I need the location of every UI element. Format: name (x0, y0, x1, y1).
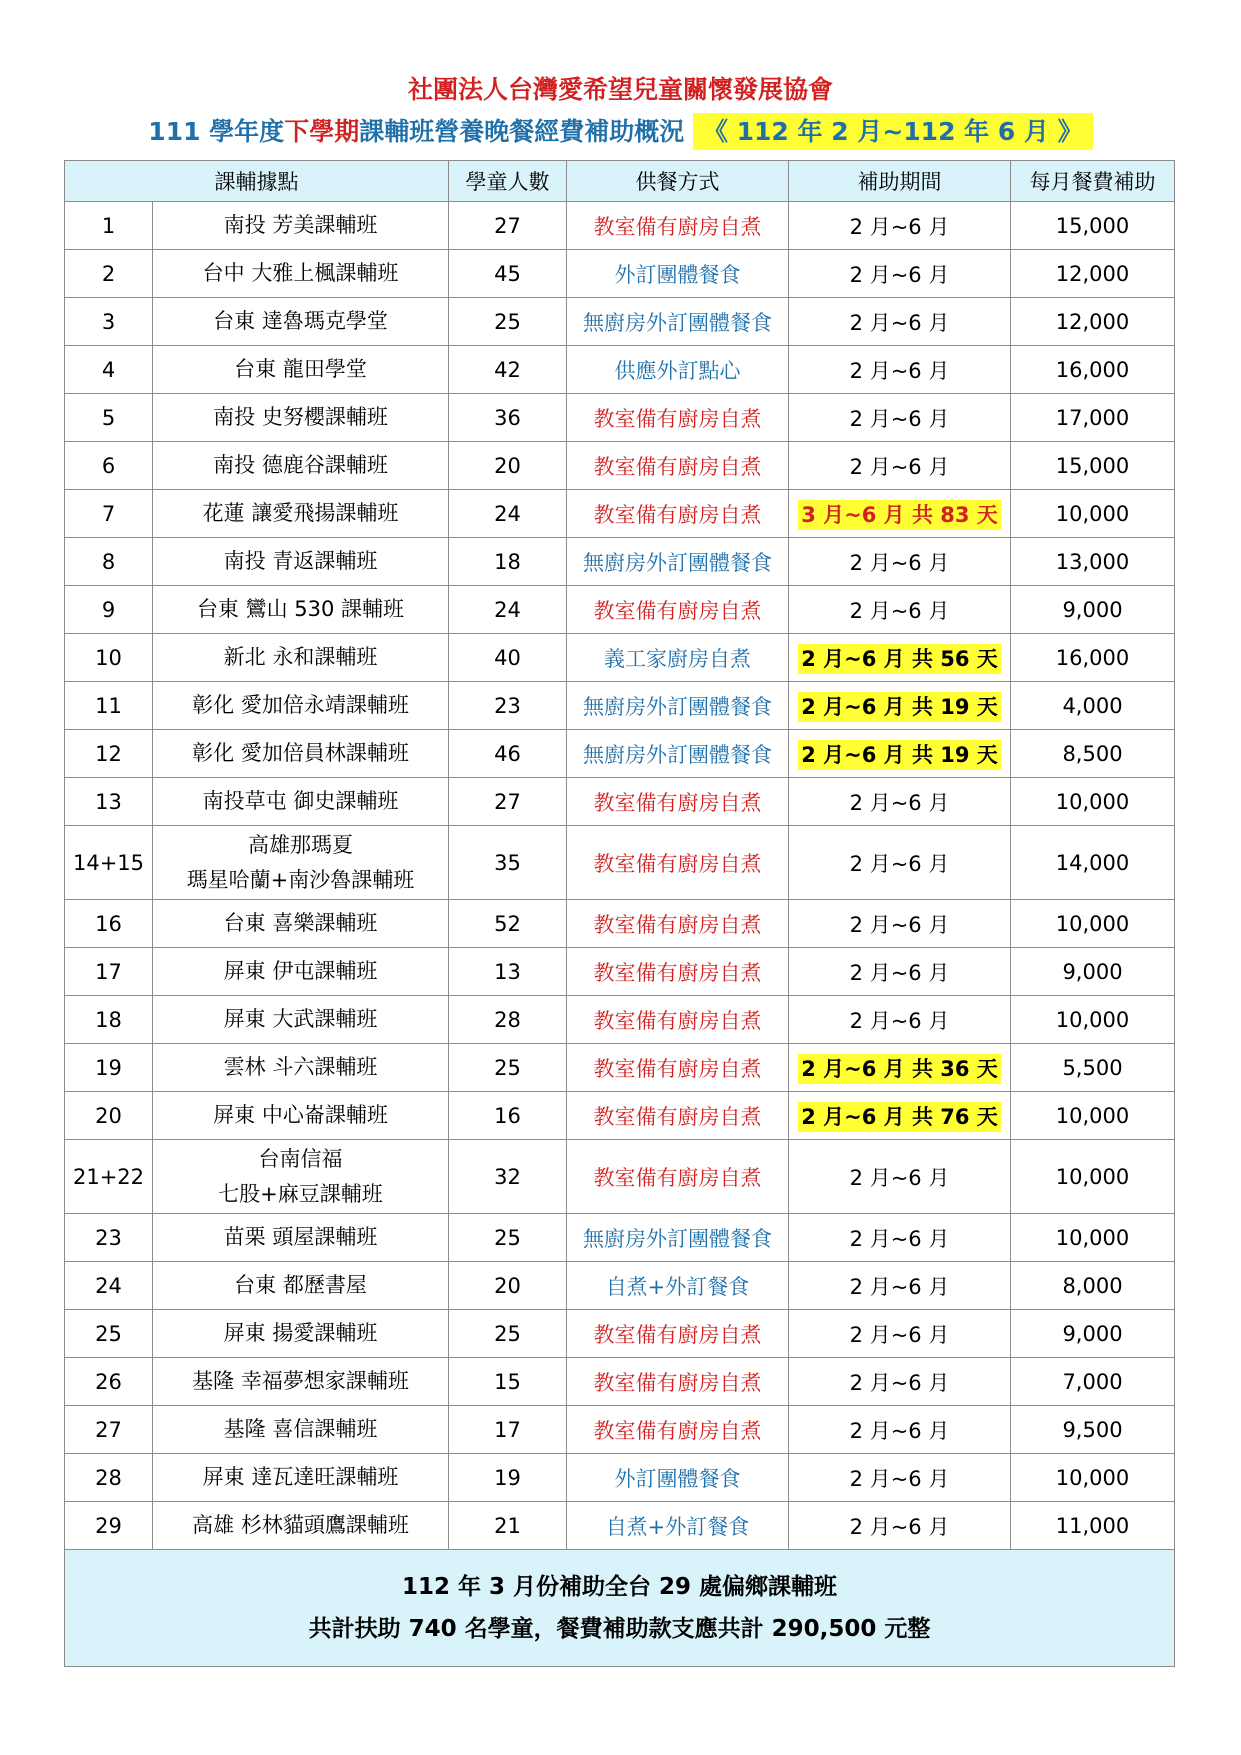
row-period (789, 394, 1011, 442)
row-students: 20 (449, 1262, 567, 1310)
row-monthly-subsidy: 10,000 (1011, 1454, 1175, 1502)
row-students: 25 (449, 298, 567, 346)
row-location-line: 屏東 中心崙課輔班 (213, 1103, 388, 1127)
row-number: 29 (65, 1502, 153, 1550)
table-row (65, 1454, 1175, 1502)
row-monthly-subsidy: 9,000 (1011, 1310, 1175, 1358)
row-monthly-subsidy: 9,000 (1011, 948, 1175, 996)
row-location-line: 彰化 愛加倍員林課輔班 (192, 741, 409, 765)
row-period (789, 826, 1011, 900)
row-period (789, 1502, 1011, 1550)
row-location-line: 屏東 達瓦達旺課輔班 (202, 1465, 399, 1489)
row-number: 6 (65, 442, 153, 490)
row-meal-method: 無廚房外訂團體餐食 (567, 538, 789, 586)
row-period (789, 1044, 1011, 1092)
row-period (789, 298, 1011, 346)
header-monthly-subsidy: 每月餐費補助 (1011, 161, 1175, 202)
row-location-line: 南投草屯 御史課輔班 (202, 789, 399, 813)
row-location (153, 586, 449, 634)
subtitle-period-highlight: 《 112 年 2 月~112 年 6 月 》 (693, 113, 1093, 150)
row-period-text: 2 月~6 月 (849, 1370, 950, 1395)
row-location-line: 基隆 幸福夢想家課輔班 (192, 1369, 409, 1393)
table-row (65, 1502, 1175, 1550)
row-period (789, 250, 1011, 298)
row-monthly-subsidy: 15,000 (1011, 442, 1175, 490)
row-period-text: 2 月~6 月 共 56 天 (798, 644, 1001, 674)
row-students: 27 (449, 202, 567, 250)
row-monthly-subsidy: 12,000 (1011, 298, 1175, 346)
row-monthly-subsidy: 9,000 (1011, 586, 1175, 634)
report-subtitle (0, 112, 1241, 148)
table-row (65, 202, 1175, 250)
header-meal-method: 供餐方式 (567, 161, 789, 202)
row-location-line: 台南信福 (258, 1146, 343, 1171)
row-number: 3 (65, 298, 153, 346)
row-meal-method: 自煮+外訂餐食 (567, 1502, 789, 1550)
row-meal-method: 無廚房外訂團體餐食 (567, 1214, 789, 1262)
row-location (153, 1262, 449, 1310)
row-period-text: 2 月~6 月 (849, 358, 950, 383)
row-meal-method: 教室備有廚房自煮 (567, 1140, 789, 1214)
row-location-line: 台中 大雅上楓課輔班 (202, 261, 399, 285)
row-students: 13 (449, 948, 567, 996)
row-number: 24 (65, 1262, 153, 1310)
row-period-text: 2 月~6 月 共 19 天 (798, 692, 1001, 722)
row-monthly-subsidy: 10,000 (1011, 996, 1175, 1044)
row-period-text: 2 月~6 月 (849, 1466, 950, 1491)
row-period-text: 2 月~6 月 (849, 1418, 950, 1443)
row-location (153, 900, 449, 948)
row-students: 19 (449, 1454, 567, 1502)
row-location-line: 台東 龍田學堂 (234, 357, 367, 381)
row-number: 9 (65, 586, 153, 634)
organization-title: 社團法人台灣愛希望兒童關懷發展協會 (407, 75, 833, 104)
row-period (789, 682, 1011, 730)
row-meal-method: 自煮+外訂餐食 (567, 1262, 789, 1310)
row-period (789, 1214, 1011, 1262)
row-location-line: 雲林 斗六課輔班 (223, 1055, 378, 1079)
table-row (65, 948, 1175, 996)
row-location (153, 298, 449, 346)
table-row (65, 634, 1175, 682)
row-number: 23 (65, 1214, 153, 1262)
row-period (789, 1454, 1011, 1502)
row-students: 36 (449, 394, 567, 442)
row-location (153, 1358, 449, 1406)
subtitle-description: 課輔班營養晚餐經費補助概況 (359, 117, 685, 146)
row-period (789, 538, 1011, 586)
row-monthly-subsidy: 8,000 (1011, 1262, 1175, 1310)
row-period (789, 1092, 1011, 1140)
row-meal-method: 無廚房外訂團體餐食 (567, 682, 789, 730)
row-location-line: 台東 喜樂課輔班 (223, 911, 378, 935)
row-meal-method: 教室備有廚房自煮 (567, 1092, 789, 1140)
row-number: 1 (65, 202, 153, 250)
row-meal-method: 義工家廚房自煮 (567, 634, 789, 682)
table-row (65, 394, 1175, 442)
row-period-text: 2 月~6 月 (849, 851, 950, 876)
row-meal-method: 教室備有廚房自煮 (567, 490, 789, 538)
row-location (153, 826, 449, 900)
table-row (65, 682, 1175, 730)
row-location-line: 屏東 揚愛課輔班 (223, 1321, 378, 1345)
row-location (153, 538, 449, 586)
row-number: 28 (65, 1454, 153, 1502)
table-row (65, 1310, 1175, 1358)
row-students: 20 (449, 442, 567, 490)
row-number: 16 (65, 900, 153, 948)
row-students: 32 (449, 1140, 567, 1214)
row-period-text: 2 月~6 月 (849, 598, 950, 623)
row-location (153, 1502, 449, 1550)
row-number: 14+15 (65, 826, 153, 900)
header-students: 學童人數 (449, 161, 567, 202)
row-number: 11 (65, 682, 153, 730)
row-period (789, 202, 1011, 250)
table-row (65, 538, 1175, 586)
row-location (153, 778, 449, 826)
row-monthly-subsidy: 10,000 (1011, 778, 1175, 826)
row-students: 21 (449, 1502, 567, 1550)
row-monthly-subsidy: 10,000 (1011, 490, 1175, 538)
row-location-line: 南投 芳美課輔班 (223, 213, 378, 237)
row-number: 21+22 (65, 1140, 153, 1214)
subtitle-semester: 下學期 (284, 117, 360, 146)
row-meal-method: 教室備有廚房自煮 (567, 1044, 789, 1092)
row-period (789, 1140, 1011, 1214)
row-meal-method: 無廚房外訂團體餐食 (567, 298, 789, 346)
row-meal-method: 供應外訂點心 (567, 346, 789, 394)
row-students: 24 (449, 490, 567, 538)
row-location-line: 台東 達魯瑪克學堂 (213, 309, 388, 333)
row-students: 15 (449, 1358, 567, 1406)
row-monthly-subsidy: 5,500 (1011, 1044, 1175, 1092)
row-period-text: 2 月~6 月 (849, 454, 950, 479)
row-meal-method: 教室備有廚房自煮 (567, 948, 789, 996)
row-meal-method: 教室備有廚房自煮 (567, 1310, 789, 1358)
row-location (153, 1214, 449, 1262)
row-period-text: 2 月~6 月 (849, 1514, 950, 1539)
header-period: 補助期間 (789, 161, 1011, 202)
row-period-text: 2 月~6 月 (849, 214, 950, 239)
row-period (789, 948, 1011, 996)
row-period-text: 2 月~6 月 (849, 960, 950, 985)
row-period (789, 1310, 1011, 1358)
row-number: 2 (65, 250, 153, 298)
row-location (153, 346, 449, 394)
table-row (65, 1214, 1175, 1262)
row-meal-method: 教室備有廚房自煮 (567, 442, 789, 490)
table-row (65, 730, 1175, 778)
row-students: 27 (449, 778, 567, 826)
row-location-line: 台東 都歷書屋 (234, 1273, 367, 1297)
row-period (789, 996, 1011, 1044)
row-number: 26 (65, 1358, 153, 1406)
row-location-line: 高雄 杉林貓頭鷹課輔班 (192, 1513, 409, 1537)
row-location (153, 1044, 449, 1092)
row-period-text: 2 月~6 月 (849, 406, 950, 431)
table-row (65, 900, 1175, 948)
row-location-line: 屏東 大武課輔班 (223, 1007, 378, 1031)
row-meal-method: 教室備有廚房自煮 (567, 1406, 789, 1454)
row-meal-method: 無廚房外訂團體餐食 (567, 730, 789, 778)
row-students: 40 (449, 634, 567, 682)
row-period (789, 490, 1011, 538)
row-number: 10 (65, 634, 153, 682)
subsidy-table (64, 160, 1175, 1667)
row-number: 8 (65, 538, 153, 586)
row-location (153, 996, 449, 1044)
row-monthly-subsidy: 10,000 (1011, 1140, 1175, 1214)
row-monthly-subsidy: 11,000 (1011, 1502, 1175, 1550)
table-row (65, 1140, 1175, 1214)
row-number: 5 (65, 394, 153, 442)
row-monthly-subsidy: 9,500 (1011, 1406, 1175, 1454)
row-period-text: 2 月~6 月 (849, 262, 950, 287)
row-meal-method: 教室備有廚房自煮 (567, 202, 789, 250)
row-monthly-subsidy: 7,000 (1011, 1358, 1175, 1406)
row-period (789, 1406, 1011, 1454)
table-row (65, 586, 1175, 634)
row-students: 46 (449, 730, 567, 778)
row-location (153, 1310, 449, 1358)
summary-line-1: 112 年 3 月份補助全台 29 處偏鄉課輔班 (401, 1574, 838, 1600)
row-location-line: 基隆 喜信課輔班 (223, 1417, 378, 1441)
row-monthly-subsidy: 4,000 (1011, 682, 1175, 730)
row-meal-method: 教室備有廚房自煮 (567, 996, 789, 1044)
row-location (153, 1092, 449, 1140)
header-location: 課輔據點 (65, 161, 449, 202)
row-location (153, 1406, 449, 1454)
row-location-line: 屏東 伊屯課輔班 (223, 959, 378, 983)
table-header-row (65, 161, 1175, 202)
row-period-text: 2 月~6 月 (849, 1008, 950, 1033)
table-row (65, 996, 1175, 1044)
row-monthly-subsidy: 10,000 (1011, 1092, 1175, 1140)
row-location (153, 490, 449, 538)
row-monthly-subsidy: 16,000 (1011, 346, 1175, 394)
row-location (153, 202, 449, 250)
table-row (65, 250, 1175, 298)
summary-cell (65, 1550, 1175, 1667)
row-location (153, 1454, 449, 1502)
row-number: 27 (65, 1406, 153, 1454)
row-location-line: 南投 德鹿谷課輔班 (213, 453, 388, 477)
row-period (789, 1262, 1011, 1310)
row-period-text: 2 月~6 月 (849, 912, 950, 937)
row-period (789, 634, 1011, 682)
row-monthly-subsidy: 17,000 (1011, 394, 1175, 442)
row-location-line: 彰化 愛加倍永靖課輔班 (192, 693, 409, 717)
row-number: 18 (65, 996, 153, 1044)
row-monthly-subsidy: 10,000 (1011, 1214, 1175, 1262)
row-period-text: 2 月~6 月 共 36 天 (798, 1054, 1001, 1084)
row-number: 20 (65, 1092, 153, 1140)
row-meal-method: 教室備有廚房自煮 (567, 826, 789, 900)
row-period-text: 3 月~6 月 共 83 天 (798, 500, 1001, 530)
row-location-line: 新北 永和課輔班 (223, 645, 378, 669)
row-students: 17 (449, 1406, 567, 1454)
row-meal-method: 教室備有廚房自煮 (567, 586, 789, 634)
row-location (153, 250, 449, 298)
row-monthly-subsidy: 13,000 (1011, 538, 1175, 586)
row-monthly-subsidy: 8,500 (1011, 730, 1175, 778)
row-students: 23 (449, 682, 567, 730)
row-period-text: 2 月~6 月 (849, 1322, 950, 1347)
row-meal-method: 教室備有廚房自煮 (567, 778, 789, 826)
row-period (789, 346, 1011, 394)
row-number: 13 (65, 778, 153, 826)
row-students: 25 (449, 1214, 567, 1262)
row-period-text: 2 月~6 月 (849, 550, 950, 575)
row-period (789, 778, 1011, 826)
row-monthly-subsidy: 12,000 (1011, 250, 1175, 298)
row-period (789, 900, 1011, 948)
table-row (65, 1044, 1175, 1092)
row-location (153, 1140, 449, 1214)
row-location (153, 682, 449, 730)
table-row (65, 826, 1175, 900)
row-students: 45 (449, 250, 567, 298)
row-period (789, 586, 1011, 634)
row-location (153, 634, 449, 682)
table-row (65, 1358, 1175, 1406)
row-students: 42 (449, 346, 567, 394)
row-period-text: 2 月~6 月 (849, 1274, 950, 1299)
row-meal-method: 教室備有廚房自煮 (567, 394, 789, 442)
row-location-line: 瑪星哈蘭+南沙魯課輔班 (186, 867, 415, 892)
row-period-text: 2 月~6 月 (849, 310, 950, 335)
row-location-line: 七股+麻豆課輔班 (218, 1181, 383, 1206)
row-monthly-subsidy: 15,000 (1011, 202, 1175, 250)
row-period-text: 2 月~6 月 共 76 天 (798, 1102, 1001, 1132)
row-period-text: 2 月~6 月 (849, 1226, 950, 1251)
table-row (65, 298, 1175, 346)
row-number: 17 (65, 948, 153, 996)
row-location-line: 南投 史努櫻課輔班 (213, 405, 388, 429)
row-period-text: 2 月~6 月 (849, 790, 950, 815)
table-row (65, 490, 1175, 538)
row-number: 19 (65, 1044, 153, 1092)
table-row (65, 346, 1175, 394)
row-number: 7 (65, 490, 153, 538)
row-students: 52 (449, 900, 567, 948)
row-period-text: 2 月~6 月 (849, 1165, 950, 1190)
summary-line-2: 共計扶助 740 名學童，餐費補助款支應共計 290,500 元整 (308, 1616, 931, 1642)
row-monthly-subsidy: 14,000 (1011, 826, 1175, 900)
row-monthly-subsidy: 10,000 (1011, 900, 1175, 948)
row-location-line: 台東 鸞山 530 課輔班 (196, 597, 405, 621)
row-meal-method: 教室備有廚房自煮 (567, 900, 789, 948)
row-number: 12 (65, 730, 153, 778)
row-location (153, 394, 449, 442)
row-students: 18 (449, 538, 567, 586)
table-row (65, 1406, 1175, 1454)
row-period (789, 730, 1011, 778)
row-period (789, 1358, 1011, 1406)
row-location-line: 苗栗 頭屋課輔班 (223, 1225, 378, 1249)
row-location-line: 高雄那瑪夏 (248, 832, 353, 857)
subtitle-year: 111 學年度 (148, 117, 285, 146)
row-location-line: 花蓮 讓愛飛揚課輔班 (202, 501, 399, 525)
row-number: 25 (65, 1310, 153, 1358)
row-students: 35 (449, 826, 567, 900)
row-meal-method: 外訂團體餐食 (567, 1454, 789, 1502)
row-meal-method: 教室備有廚房自煮 (567, 1358, 789, 1406)
table-body (65, 202, 1175, 1550)
row-monthly-subsidy: 16,000 (1011, 634, 1175, 682)
row-students: 24 (449, 586, 567, 634)
row-location (153, 442, 449, 490)
row-period-text: 2 月~6 月 共 19 天 (798, 740, 1001, 770)
table-row (65, 1092, 1175, 1140)
table-row (65, 778, 1175, 826)
row-number: 4 (65, 346, 153, 394)
row-students: 25 (449, 1310, 567, 1358)
table-row (65, 1262, 1175, 1310)
row-period (789, 442, 1011, 490)
table-row (65, 442, 1175, 490)
row-students: 28 (449, 996, 567, 1044)
row-location (153, 948, 449, 996)
row-location-line: 南投 青返課輔班 (223, 549, 378, 573)
row-students: 25 (449, 1044, 567, 1092)
row-students: 16 (449, 1092, 567, 1140)
summary-row (65, 1550, 1175, 1667)
row-meal-method: 外訂團體餐食 (567, 250, 789, 298)
row-location (153, 730, 449, 778)
